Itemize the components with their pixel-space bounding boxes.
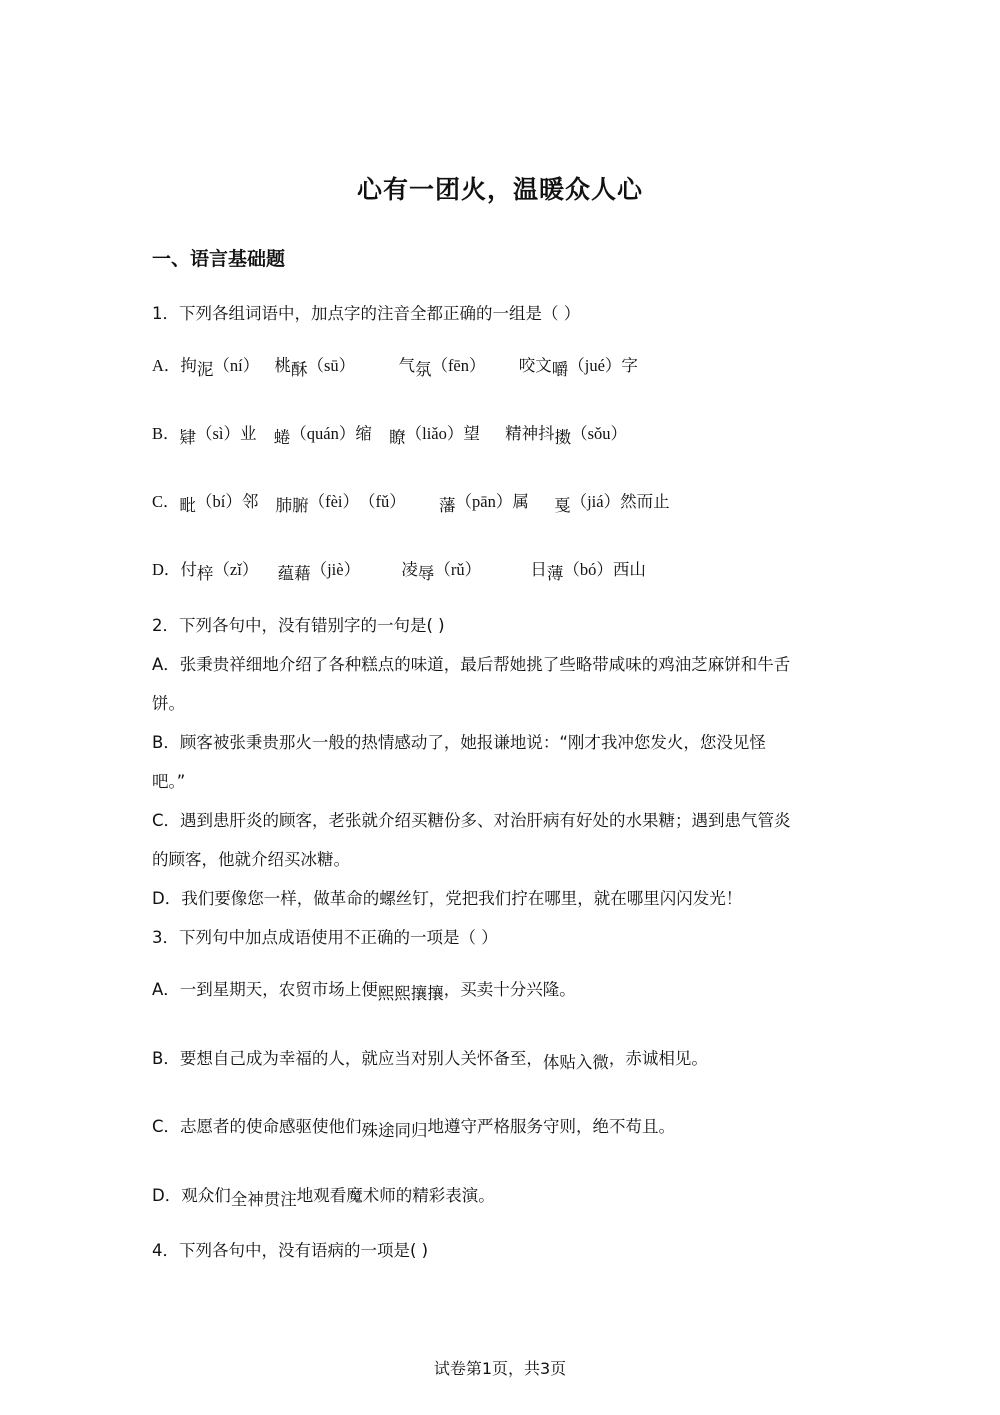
dotted-idiom: 体贴入微 [542,1053,609,1072]
dotted-idiom: 熙熙攘攘 [377,984,444,1003]
page-title: 心有一团火，温暖众人心 [356,175,643,204]
question-1-option-d: D．付梓（zǐ） 蕴藉（jiè） 凌辱（rǔ） 日薄（bó）西山 [152,560,646,583]
section-heading: 一、语言基础题 [152,248,286,270]
question-3-option-a: A．一到星期天，农贸市场上便熙熙攘攘，买卖十分兴隆。 [152,980,576,1003]
question-2-stem: 2．下列各句中，没有错别字的一句是( ) [152,616,445,635]
question-1-option-a: A．拘泥（ní） 桃酥（sū） 气氛（fēn） 咬文嚼（jué）字 [152,356,638,379]
question-3-option-d: D．观众们全神贯注地观看魔术师的精彩表演。 [152,1186,495,1209]
question-1-option-c: C．毗（bí）邻 肺腑（fèi）（fǔ） 藩（pān）属 戛（jiá）然而止 [152,492,670,515]
question-2-option-b-line1: B．顾客被张秉贵那火一般的热情感动了，她报谦地说：“刚才我冲您发火，您没见怪 [152,733,766,752]
question-2-option-b-line2: 吧。” [152,772,186,791]
question-2-option-d: D．我们要像您一样，做革命的螺丝钉，党把我们拧在哪里，就在哪里闪闪发光！ [152,889,743,908]
question-2-option-a-line1: A．张秉贵祥细地介绍了各种糕点的味道，最后帮她挑了些略带咸味的鸡油芝麻饼和牛舌 [152,655,791,674]
question-3-option-b: B．要想自己成为幸福的人，就应当对别人关怀备至，体贴入微，赤诚相见。 [152,1049,708,1072]
question-3-stem: 3．下列句中加点成语使用不正确的一项是（ ） [152,928,498,947]
question-1-stem: 1．下列各组词语中，加点字的注音全都正确的一组是（ ） [152,304,581,323]
question-1-option-b: B．肄（sì）业 蜷（quán）缩 瞭（liǎo）望 精神抖擞（sǒu） [152,424,628,447]
question-3-option-c: C．志愿者的使命感驱使他们殊途同归地遵守严格服务守则，绝不苟且。 [152,1117,676,1140]
question-2-option-c-line2: 的顾客，他就介绍买冰糖。 [152,850,350,869]
question-4-stem: 4．下列各句中，没有语病的一项是( ) [152,1241,429,1260]
dotted-idiom: 殊途同归 [361,1121,428,1140]
dotted-idiom: 全神贯注 [230,1190,297,1209]
question-2-option-c-line1: C．遇到患肝炎的顾客，老张就介绍买糖份多、对治肝病有好处的水果糖；遇到患气管炎 [152,811,791,830]
question-2-option-a-line2: 饼。 [152,694,185,713]
page-footer: 试卷第1页，共3页 [433,1359,567,1378]
